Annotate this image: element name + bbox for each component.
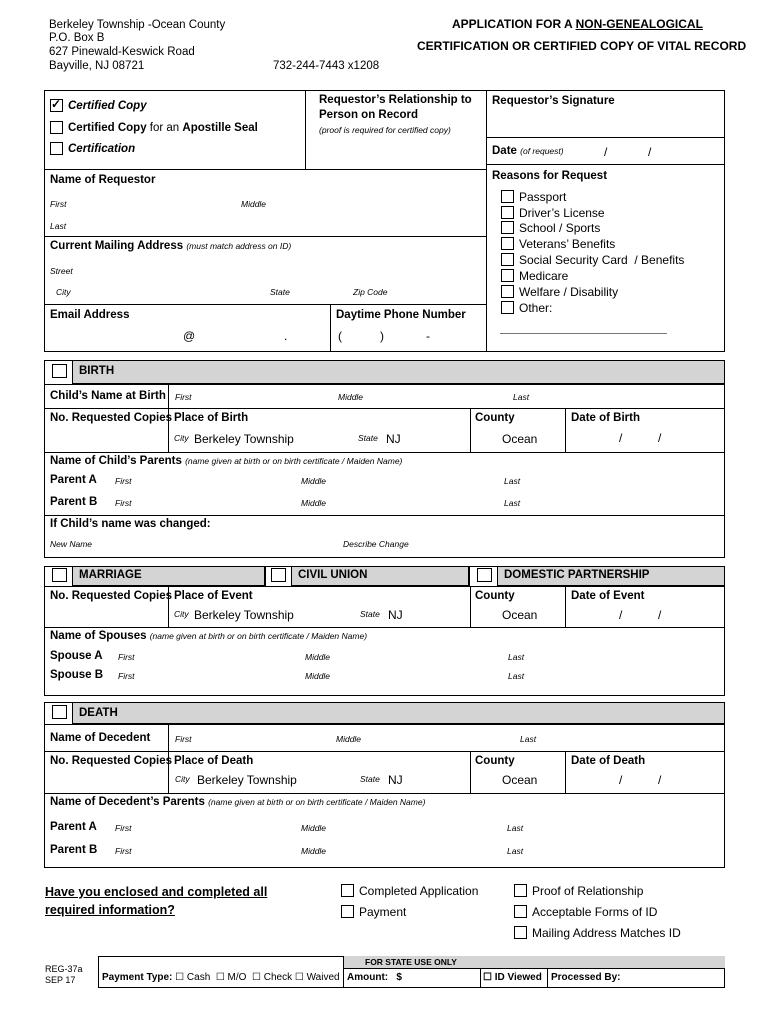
passport-checkbox[interactable]: [501, 190, 514, 203]
reason-label: Driver’s License: [519, 206, 605, 220]
date-slash[interactable]: /: [619, 431, 623, 445]
city-hint: City: [175, 774, 190, 784]
reason-label: Veterans’ Benefits: [519, 237, 616, 251]
date-label: Date of Birth: [571, 412, 640, 424]
middle-name-hint[interactable]: Middle: [301, 823, 327, 833]
name-changed-label: If Child’s name was changed:: [50, 518, 211, 530]
email-label: Email Address: [50, 309, 130, 321]
phone-label: Daytime Phone Number: [336, 309, 466, 321]
payment-checkbox[interactable]: [341, 905, 354, 918]
date-slash: /: [604, 145, 608, 159]
payment-type: Payment Type: ☐ Cash ☐ M/O ☐ Check ☐ Waived: [102, 972, 340, 983]
date-slash[interactable]: /: [619, 773, 623, 787]
signature-label: Requestor’s Signature: [492, 95, 615, 107]
form-date: SEP 17: [45, 975, 76, 985]
address-matches-id-checkbox[interactable]: [514, 926, 527, 939]
last-name-hint[interactable]: Last: [507, 823, 524, 833]
checklist-question-2: required information?: [45, 903, 175, 917]
relationship-note: (proof is required for certified copy): [319, 125, 451, 135]
city-hint[interactable]: City: [56, 287, 71, 297]
certified-copy-label: Certified Copy: [68, 100, 147, 112]
relationship-label: Requestor’s Relationship to: [319, 94, 472, 106]
office-phone: 732-244-7443 x1208: [273, 60, 380, 72]
state-value[interactable]: NJ: [386, 432, 401, 446]
relationship-label-2: Person on Record: [319, 109, 419, 121]
parent-a-label: Parent A: [50, 821, 97, 833]
other-checkbox[interactable]: [501, 301, 514, 314]
last-name-hint[interactable]: Last: [520, 734, 537, 744]
relationship-field[interactable]: [306, 138, 485, 168]
describe-change-hint[interactable]: Describe Change: [343, 539, 409, 549]
copies-label: No. Requested Copies: [50, 755, 173, 767]
zip-hint[interactable]: Zip Code: [353, 287, 388, 297]
reason-label: Passport: [519, 190, 567, 204]
date-slash[interactable]: /: [658, 431, 662, 445]
reason-label: School / Sports: [519, 221, 601, 235]
civil-union-title: CIVIL UNION: [298, 569, 368, 581]
first-name-hint[interactable]: First: [115, 476, 132, 486]
reason-label: Welfare / Disability: [519, 285, 619, 299]
spouses-label: Name of Spouses (name given at birth or on birth certificate / Maiden Name): [50, 630, 368, 642]
school-sports-checkbox[interactable]: [501, 221, 514, 234]
middle-name-hint[interactable]: Middle: [305, 652, 331, 662]
first-name-hint[interactable]: First: [115, 823, 132, 833]
requestor-name-label: Name of Requestor: [50, 174, 156, 186]
state-value[interactable]: NJ: [388, 608, 403, 622]
social-security-checkbox[interactable]: [501, 253, 514, 266]
date-slash: /: [648, 145, 652, 159]
city-hint: City: [174, 433, 189, 443]
email-at[interactable]: @: [183, 329, 196, 343]
certification-label: Certification: [68, 143, 136, 155]
date-slash[interactable]: /: [658, 773, 662, 787]
checklist-label: Payment: [359, 905, 407, 919]
last-name-hint[interactable]: Last: [508, 652, 525, 662]
mailing-address-label: Current Mailing Address (must match address on ID): [50, 240, 292, 252]
state-hint: State: [360, 609, 380, 619]
form-subtitle: CERTIFICATION OR CERTIFIED COPY OF VITAL RECORD: [417, 39, 747, 53]
completed-application-checkbox[interactable]: [341, 884, 354, 897]
place-label: Place of Birth: [174, 412, 249, 424]
veterans-benefits-checkbox[interactable]: [501, 237, 514, 250]
county-value[interactable]: Ocean: [502, 608, 538, 622]
id-viewed-label: ☐ ID Viewed: [483, 972, 542, 983]
form-id: REG-37a: [45, 964, 83, 974]
state-use-label: FOR STATE USE ONLY: [365, 957, 457, 967]
domestic-partnership-title: DOMESTIC PARTNERSHIP: [504, 569, 650, 581]
amount-label: Amount: $: [347, 972, 402, 983]
first-name-hint[interactable]: First: [115, 498, 132, 508]
first-name-hint[interactable]: First: [175, 734, 192, 744]
city-hint: City: [174, 609, 189, 619]
parent-a-label: Parent A: [50, 474, 97, 486]
address-line: Berkeley Township -Ocean County: [49, 19, 226, 31]
decedent-parents-label: Name of Decedent’s Parents (name given at birth or on birth certificate / Maiden Name): [50, 796, 426, 808]
date-label: Date (of request): [492, 145, 564, 157]
certified-copy-checkbox[interactable]: ✓: [51, 97, 62, 111]
date-slash[interactable]: /: [658, 608, 662, 622]
birth-copies-field[interactable]: [45, 426, 167, 451]
state-hint: State: [358, 433, 378, 443]
medicare-checkbox[interactable]: [501, 269, 514, 282]
place-label: Place of Death: [174, 755, 254, 767]
address-line: Bayville, NJ 08721: [49, 60, 145, 72]
reason-label: Other:: [519, 301, 553, 315]
spouse-b-label: Spouse B: [50, 669, 104, 681]
state-hint: State: [360, 774, 380, 784]
first-name-hint[interactable]: First: [115, 846, 132, 856]
copies-label: No. Requested Copies: [50, 590, 173, 602]
form-title: APPLICATION FOR A NON-GENEALOGICAL: [452, 17, 703, 31]
marriage-copies-field[interactable]: [45, 604, 167, 626]
middle-name-hint[interactable]: Middle: [338, 392, 364, 402]
death-copies-field[interactable]: [45, 769, 167, 792]
checklist-label: Completed Application: [359, 884, 479, 898]
copies-label: No. Requested Copies: [50, 412, 173, 424]
city-value[interactable]: Berkeley Township: [197, 773, 297, 787]
processed-by-label: Processed By:: [551, 972, 621, 983]
acceptable-id-checkbox[interactable]: [514, 905, 527, 918]
apostille-label: Certified Copy for an Apostille Seal: [68, 122, 258, 134]
reason-label: Social Security Card / Benefits: [519, 253, 685, 267]
reasons-label: Reasons for Request: [492, 170, 608, 182]
county-value[interactable]: Ocean: [502, 773, 538, 787]
childs-name-label: Child’s Name at Birth: [50, 390, 166, 402]
last-name-hint[interactable]: Last: [504, 498, 521, 508]
marriage-title: MARRIAGE: [79, 569, 142, 581]
new-name-hint[interactable]: New Name: [50, 539, 93, 549]
parents-label: Name of Child’s Parents (name given at birth or on birth certificate / Maiden Name): [50, 455, 403, 467]
middle-name-hint[interactable]: Middle: [301, 476, 327, 486]
death-checkbox[interactable]: [52, 705, 67, 719]
middle-name-hint[interactable]: Middle: [336, 734, 362, 744]
parent-b-label: Parent B: [50, 496, 98, 508]
signature-field[interactable]: [487, 110, 724, 136]
date-label: Date of Death: [571, 755, 646, 767]
middle-name-hint[interactable]: Middle: [305, 671, 331, 681]
other-reason-line[interactable]: [500, 333, 667, 334]
first-name-hint[interactable]: First: [118, 652, 135, 662]
domestic-partnership-checkbox[interactable]: [477, 568, 492, 582]
last-name-hint[interactable]: Last: [507, 846, 524, 856]
birth-title: BIRTH: [79, 365, 115, 377]
apostille-checkbox[interactable]: [50, 121, 63, 134]
spouse-a-label: Spouse A: [50, 650, 103, 662]
checklist-question: Have you enclosed and completed all: [45, 885, 268, 899]
drivers-license-checkbox[interactable]: [501, 206, 514, 219]
state-hint[interactable]: State: [270, 287, 290, 297]
county-label: County: [475, 590, 515, 602]
parent-b-label: Parent B: [50, 844, 98, 856]
state-value[interactable]: NJ: [388, 773, 403, 787]
middle-name-hint[interactable]: Middle: [241, 199, 267, 209]
checklist-label: Proof of Relationship: [532, 884, 644, 898]
certification-checkbox[interactable]: [50, 142, 63, 155]
county-value[interactable]: Ocean: [502, 432, 538, 446]
first-name-hint[interactable]: First: [175, 392, 192, 402]
proof-of-relationship-checkbox[interactable]: [514, 884, 527, 897]
date-slash[interactable]: /: [619, 608, 623, 622]
welfare-disability-checkbox[interactable]: [501, 285, 514, 298]
date-label: Date of Event: [571, 590, 645, 602]
county-label: County: [475, 755, 515, 767]
death-title: DEATH: [79, 707, 118, 719]
first-name-hint[interactable]: First: [118, 671, 135, 681]
address-line: P.O. Box B: [49, 32, 105, 44]
county-label: County: [475, 412, 515, 424]
address-line: 627 Pinewald-Keswick Road: [49, 46, 195, 58]
first-name-hint[interactable]: First: [50, 199, 67, 209]
checklist-label: Acceptable Forms of ID: [532, 905, 658, 919]
email-dot[interactable]: .: [284, 329, 288, 343]
middle-name-hint[interactable]: Middle: [301, 846, 327, 856]
birth-checkbox[interactable]: [52, 364, 67, 378]
phone-close-paren[interactable]: ): [380, 329, 384, 343]
place-label: Place of Event: [174, 590, 253, 602]
last-name-hint[interactable]: Last: [50, 221, 67, 231]
street-hint[interactable]: Street: [50, 266, 73, 276]
decedent-label: Name of Decedent: [50, 732, 151, 744]
city-value[interactable]: Berkeley Township: [194, 608, 294, 622]
last-name-hint[interactable]: Last: [508, 671, 525, 681]
civil-union-checkbox[interactable]: [271, 568, 286, 582]
last-name-hint[interactable]: Last: [504, 476, 521, 486]
middle-name-hint[interactable]: Middle: [301, 498, 327, 508]
marriage-checkbox[interactable]: [52, 568, 67, 582]
phone-dash[interactable]: -: [426, 329, 430, 343]
checklist-label: Mailing Address Matches ID: [532, 926, 681, 940]
reason-label: Medicare: [519, 269, 569, 283]
last-name-hint[interactable]: Last: [513, 392, 530, 402]
city-value[interactable]: Berkeley Township: [194, 432, 294, 446]
phone-open-paren[interactable]: (: [338, 329, 342, 343]
